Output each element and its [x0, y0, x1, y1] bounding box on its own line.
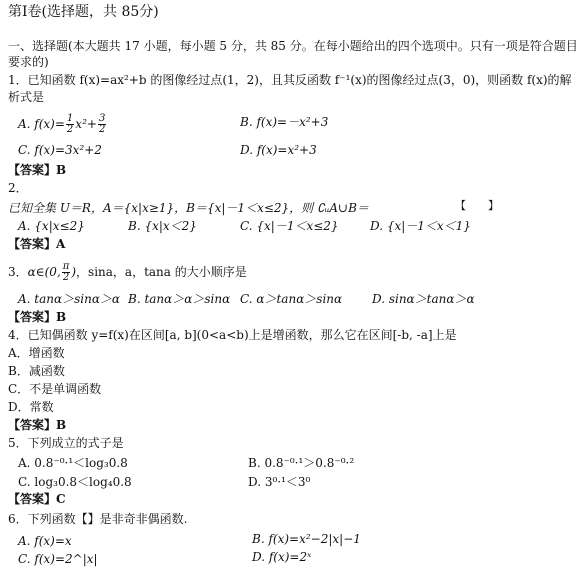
q3-stem: 3．α∈(0, $\frac{\pi}{2}$ )，sina，a，tana 的大小顺序是 — [8, 261, 247, 283]
section-title: 第Ⅰ卷(选择题，共 85分) — [8, 4, 159, 20]
q3-option-c: C. α＞tanα＞sinα — [240, 292, 343, 306]
q1-option-c: C. f(x)=3x²+2 — [18, 143, 102, 157]
q1-option-a: A. f(x)= $\frac{1}{2}$ x²+ $\frac{3}{2}$ — [18, 113, 106, 135]
instructions-line-2: 要求的) — [8, 55, 49, 69]
q4-option-c: C．不是单调函数 — [8, 382, 102, 396]
q2-answer-bracket: 【 】 — [455, 199, 499, 212]
q2-stem: 已知全集 U＝R，A＝{x|x≥1}，B＝{x|－1＜x≤2}，则 ∁ᵤA∪B＝ — [8, 201, 369, 215]
q5-option-d: D. 3⁰·¹＜3⁰ — [248, 475, 311, 489]
q5-stem: 5．下列成立的式子是 — [8, 436, 124, 450]
instructions-line-1: 一、选择题(本大题共 17 小题，每小题 5 分，共 85 分。在每小题给出的四个选项中。只有一项是符合题目 — [8, 39, 578, 53]
q3-option-d: D. sinα＞tanα＞α — [372, 292, 475, 306]
q6-option-d: D. f(x)=2ˣ — [252, 550, 312, 564]
q2-option-a: A. {x|x≤2} — [18, 219, 85, 233]
fraction-one-half: $\frac{1}{2}$ — [66, 113, 74, 135]
q4-option-a: A．增函数 — [8, 346, 65, 360]
q6-option-b: B. f(x)=x²−2|x|−1 — [252, 532, 361, 546]
q1-option-b: B. f(x)=－x²+3 — [240, 115, 329, 129]
q6-option-a: A. f(x)=x — [18, 534, 72, 548]
q2-number: 2． — [8, 181, 28, 195]
q1-answer: 【答案】B — [8, 163, 67, 177]
q4-option-d: D．常数 — [8, 400, 54, 414]
q4-stem: 4．已知偶函数 y=f(x)在区间[a, b](0<a<b)上是增函数，那么它在区间[-b, -a]上是 — [8, 328, 457, 342]
q6-option-c: C. f(x)=2^|x| — [18, 552, 98, 566]
q2-answer: 【答案】A — [8, 237, 66, 251]
q2-option-d: D. {x|－1＜x＜1} — [370, 219, 471, 233]
q4-option-b: B．减函数 — [8, 364, 65, 378]
q5-option-a: A. 0.8⁻⁰·¹＜log₃0.8 — [18, 456, 128, 470]
q1-stem-line-2: 析式是 — [8, 90, 45, 104]
q3-option-a: A. tanα＞sinα＞α — [18, 292, 121, 306]
q5-option-b: B. 0.8⁻⁰·¹＞0.8⁻⁰·² — [248, 456, 355, 470]
q2-option-c: C. {x|－1＜x≤2} — [240, 219, 339, 233]
q5-answer: 【答案】C — [8, 492, 66, 506]
q3-answer: 【答案】B — [8, 310, 67, 324]
fraction-three-halves: $\frac{3}{2}$ — [98, 113, 106, 135]
q1-option-d: D. f(x)=x²+3 — [240, 143, 317, 157]
q4-answer: 【答案】B — [8, 418, 67, 432]
q6-stem: 6．下列函数【】是非奇非偶函数. — [8, 512, 188, 526]
q3-option-b: B. tanα＞α＞sinα — [128, 292, 231, 306]
q1-stem-line-1: 1．已知函数 f(x)=ax²+b 的图像经过点(1，2)，且其反函数 f⁻¹(x)的图像经过点(3，0)，则函数 f(x)的解 — [8, 73, 572, 87]
q5-option-c: C. log₃0.8＜log₄0.8 — [18, 475, 132, 489]
q2-option-b: B. {x|x＜2} — [128, 219, 197, 233]
fraction-pi-over-two: $\frac{\pi}{2}$ — [62, 261, 70, 283]
